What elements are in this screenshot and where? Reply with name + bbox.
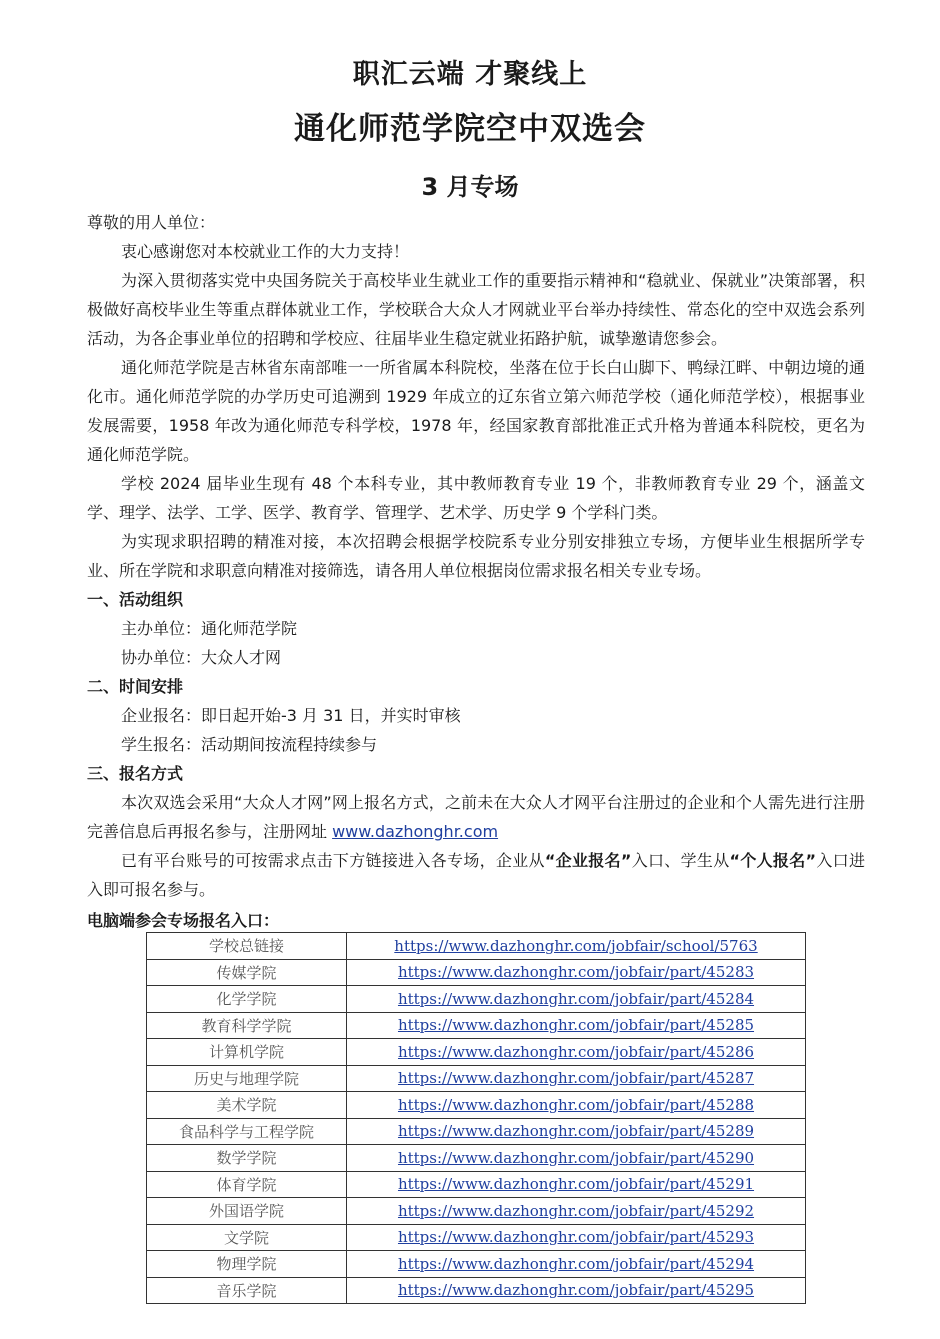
thanks-line: 衷心感谢您对本校就业工作的大力支持！ (121, 242, 410, 261)
college-name-cell: 历史与地理学院 (147, 1065, 347, 1092)
table-row (147, 1277, 806, 1304)
college-name-cell: 教育科学学院 (147, 1012, 347, 1039)
section-heading-registration: 三、报名方式 (87, 764, 184, 783)
session-title: 3 月专场 (421, 173, 519, 201)
table-row (147, 1092, 806, 1119)
table-row (147, 1065, 806, 1092)
college-name-cell: 计算机学院 (147, 1039, 347, 1066)
registration-link[interactable]: https://www.dazhonghr.com/jobfair/part/45294 (347, 1251, 806, 1278)
registration-text-e: 入口进入即可报名参与。 (87, 851, 865, 899)
college-name-cell: 数学学院 (147, 1145, 347, 1172)
company-registration-line: 企业报名：即日起开始-3 月 31 日，并实时审核 (121, 706, 461, 725)
registration-link[interactable]: https://www.dazhonghr.com/jobfair/part/45283 (347, 959, 806, 986)
college-name-cell: 食品科学与工程学院 (147, 1118, 347, 1145)
slogan-title: 职汇云端 才聚线上 (352, 59, 588, 90)
table-row (147, 1224, 806, 1251)
student-registration-line: 学生报名：活动期间按流程持续参与 (121, 735, 378, 754)
intro-paragraph-1: 为深入贯彻落实党中央国务院关于高校毕业生就业工作的重要指示精神和“稳就业、保就业”决策部署，积极做好高校毕业生等重点群体就业工作，学校联合大众人才网就业平台举办持续性、常态化的空中双选会系列活动，为各企事业单位的招聘和学校应、往届毕业生稳定就业拓路护航，诚挚邀请您参会。 (87, 271, 865, 348)
host-line: 主办单位：通化师范学院 (121, 619, 298, 638)
college-name-cell: 传媒学院 (147, 959, 347, 986)
section-heading-schedule: 二、时间安排 (87, 677, 184, 696)
registration-link[interactable]: https://www.dazhonghr.com/jobfair/part/45291 (347, 1171, 806, 1198)
college-name-cell: 音乐学院 (147, 1277, 347, 1304)
college-name-cell: 学校总链接 (147, 933, 347, 960)
registration-paragraph-2 (87, 846, 865, 904)
table-title: 电脑端参会专场报名入口： (87, 911, 280, 930)
registration-link[interactable]: https://www.dazhonghr.com/jobfair/part/45295 (347, 1277, 806, 1304)
table-row (147, 1145, 806, 1172)
letter-body (87, 208, 865, 904)
table-row (147, 1198, 806, 1225)
registration-link[interactable]: https://www.dazhonghr.com/jobfair/part/45287 (347, 1065, 806, 1092)
table-row (147, 986, 806, 1013)
co-host-line: 协办单位：大众人才网 (121, 648, 282, 667)
intro-paragraph-3: 学校 2024 届毕业生现有 48 个本科专业，其中教师教育专业 19 个，非教师教育专业 29 个，涵盖文学、理学、法学、工学、医学、教育学、管理学、艺术学、历史学 9 个学科门类。 (87, 474, 865, 522)
registration-text-a: 已有平台账号的可按需求点击下方链接进入各专场，企业从 (121, 851, 545, 870)
registration-text: 本次双选会采用“大众人才网”网上报名方式，之前未在大众人才网平台注册过的企业和个人需先进行注册完善信息后再报名参与，注册网址 (87, 793, 865, 841)
intro-paragraph-4: 为实现求职招聘的精准对接，本次招聘会根据学校院系专业分别安排独立专场，方便毕业生根据所学专业、所在学院和求职意向精准对接筛选，请各用人单位根据岗位需求报名相关专业专场。 (87, 532, 865, 580)
registration-link[interactable]: https://www.dazhonghr.com/jobfair/part/45288 (347, 1092, 806, 1119)
college-name-cell: 化学学院 (147, 986, 347, 1013)
registration-link[interactable]: https://www.dazhonghr.com/jobfair/part/45292 (347, 1198, 806, 1225)
registration-link[interactable]: https://www.dazhonghr.com/jobfair/part/45290 (347, 1145, 806, 1172)
registration-links-table (146, 932, 806, 1304)
college-name-cell: 体育学院 (147, 1171, 347, 1198)
main-title: 通化师范学院空中双选会 (294, 111, 646, 147)
college-name-cell: 美术学院 (147, 1092, 347, 1119)
registration-link[interactable]: https://www.dazhonghr.com/jobfair/part/45289 (347, 1118, 806, 1145)
registration-link[interactable]: https://www.dazhonghr.com/jobfair/school/5763 (347, 933, 806, 960)
registration-link[interactable]: https://www.dazhonghr.com/jobfair/part/45285 (347, 1012, 806, 1039)
college-name-cell: 外国语学院 (147, 1198, 347, 1225)
registration-text-c: 入口、学生从 (631, 851, 730, 870)
registration-paragraph-1 (87, 788, 865, 846)
registration-link[interactable]: https://www.dazhonghr.com/jobfair/part/45286 (347, 1039, 806, 1066)
register-site-link[interactable]: www.dazhonghr.com (332, 822, 499, 841)
salutation: 尊敬的用人单位： (87, 213, 216, 232)
table-row (147, 1118, 806, 1145)
table-row (147, 1012, 806, 1039)
college-name-cell: 物理学院 (147, 1251, 347, 1278)
company-entry-label: “企业报名” (544, 851, 632, 870)
personal-entry-label: “个人报名” (729, 851, 817, 870)
table-row (147, 1039, 806, 1066)
table-row (147, 1251, 806, 1278)
registration-link[interactable]: https://www.dazhonghr.com/jobfair/part/45293 (347, 1224, 806, 1251)
table-row (147, 1171, 806, 1198)
registration-link[interactable]: https://www.dazhonghr.com/jobfair/part/45284 (347, 986, 806, 1013)
section-heading-organization: 一、活动组织 (87, 590, 184, 609)
table-row (147, 933, 806, 960)
intro-paragraph-2: 通化师范学院是吉林省东南部唯一一所省属本科院校，坐落在位于长白山脚下、鸭绿江畔、中朝边境的通化市。通化师范学院的办学历史可追溯到 1929 年成立的辽东省立第六师范学校（通化师范学校），根据事业发展需要，1958 年改为通化师范专科学校，1978 年，经国家教育部批准正式升格为普通本科院校，更名为通化师范学院。 (87, 358, 865, 464)
table-row (147, 959, 806, 986)
college-name-cell: 文学院 (147, 1224, 347, 1251)
